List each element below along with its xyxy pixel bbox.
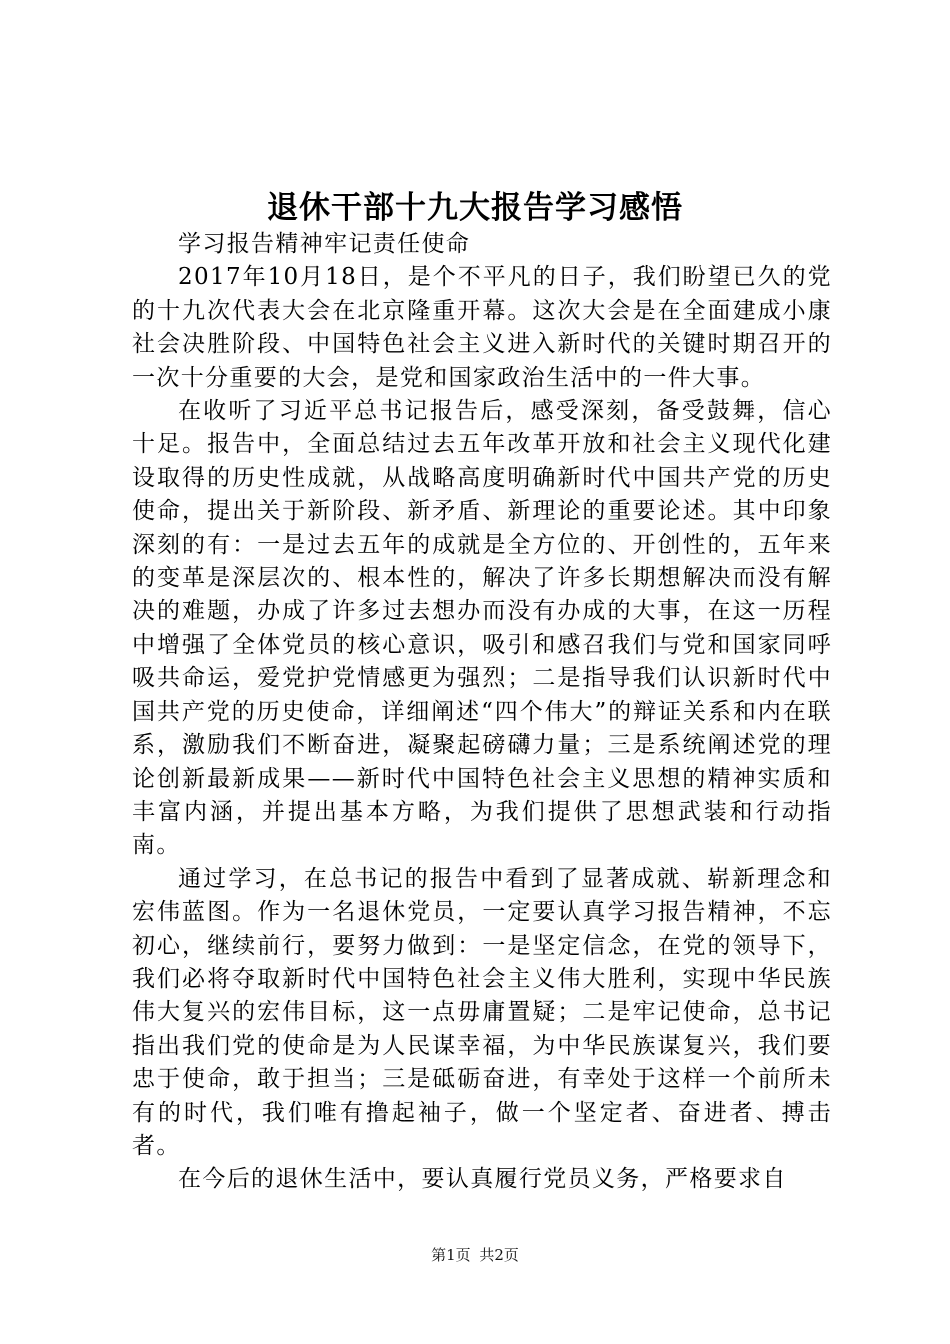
subtitle-paragraph: 学习报告精神牢记责任使命: [178, 231, 471, 257]
body-paragraph-1: 2017年10月18日，是个不平凡的日子，我们盼望已久的党的十九次代表大会在北京隆重开幕。这次大会是在全面建成小康社会决胜阶段、中国特色社会主义进入新时代的关键时期召开的一次十分重要的大会，是党和国家政治生活中的一件大事。: [132, 264, 832, 391]
document-body: [132, 228, 832, 1197]
body-paragraph-3: 通过学习，在总书记的报告中看到了显著成就、崭新理念和宏伟蓝图。作为一名退休党员，一定要认真学习报告精神，不忘初心，继续前行，要努力做到：一是坚定信念，在党的领导下，我们必将夺取新时代中国特色社会主义伟大胜利，实现中华民族伟大复兴的宏伟目标，这一点毋庸置疑；二是牢记使命，总书记指出我们党的使命是为人民谋幸福，为中华民族谋复兴，我们要忠于使命，敢于担当；三是砥砺奋进，有幸处于这样一个前所未有的时代，我们唯有撸起袖子，做一个坚定者、奋进者、搏击者。: [132, 865, 832, 1159]
page-total: 共2页: [479, 1246, 519, 1264]
body-paragraph-2: 在收听了习近平总书记报告后，感受深刻，备受鼓舞，信心十足。报告中，全面总结过去五年改革开放和社会主义现代化建设取得的历史性成就，从战略高度明确新时代中国共产党的历史使命，提出关于新阶段、新矛盾、新理论的重要论述。其中印象深刻的有：一是过去五年的成就是全方位的、开创性的，五年来的变革是深层次的、根本性的，解决了许多长期想解决而没有解决的难题，办成了许多过去想办而没有办成的大事，在这一历程中增强了全体党员的核心意识，吸引和感召我们与党和国家同呼吸共命运，爱党护党情感更为强烈；二是指导我们认识新时代中国共产党的历史使命，详细阐述“四个伟大”的辩证关系和内在联系，激励我们不断奋进，凝聚起磅礴力量；三是系统阐述党的理论创新最新成果——新时代中国特色社会主义思想的精神实质和丰富内涵，并提出基本方略，为我们提供了思想武装和行动指南。: [132, 398, 832, 859]
document-title: 退休干部十九大报告学习感悟: [267, 190, 683, 226]
page-footer: [0, 1243, 950, 1267]
body-paragraph-4: 在今后的退休生活中，要认真履行党员义务，严格要求自: [178, 1166, 787, 1193]
page-number: 第1页: [431, 1246, 471, 1264]
